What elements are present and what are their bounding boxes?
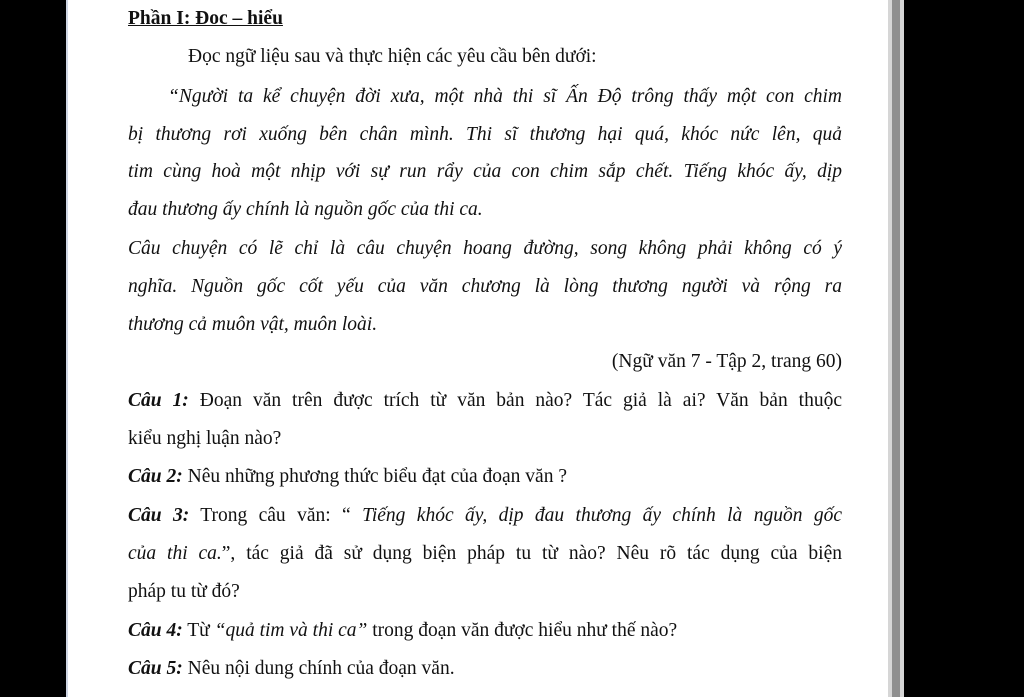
question-2 — [128, 466, 842, 488]
question-1-label: Câu 1: — [128, 390, 189, 411]
passage-line-5: Câu chuyện có lẽ chỉ là câu chuyện hoang đường, song không phải không có ý — [128, 238, 842, 259]
section-heading: Phần I: Đoc – hiểu — [128, 8, 283, 29]
question-3-pre: Trong câu văn: “ — [189, 505, 363, 526]
question-5-text: Nêu nội dung chính của đoạn văn. — [182, 658, 455, 679]
question-2-text: Nêu những phương thức biểu đạt của đoạn văn ? — [182, 466, 567, 487]
question-3-label: Câu 3: — [128, 505, 190, 526]
question-3-quote-part-2: của thi ca. — [128, 543, 222, 564]
question-4 — [128, 620, 842, 642]
question-3-text: ”, tác giả đã sử dụng biện pháp tu từ nào? Nêu rõ tác dụng của biện — [221, 543, 842, 564]
scrollbar-thumb[interactable] — [892, 0, 900, 697]
passage-line-2: bị thương rơi xuống bên chân mình. Thi sĩ thương hại quá, khóc nức lên, quả — [128, 124, 842, 145]
question-5 — [128, 658, 842, 680]
question-4-label: Câu 4: — [128, 620, 183, 641]
passage-line-3: tim cùng hoà một nhịp với sự run rẩy của con chim sắp chết. Tiếng khóc ấy, dịp — [128, 161, 842, 182]
question-3-line-2 — [128, 543, 842, 565]
passage-line-1: “Người ta kể chuyện đời xưa, một nhà thi sĩ Ấn Độ trông thấy một con chim — [168, 86, 842, 107]
question-1-text: Đoạn văn trên được trích từ văn bản nào? Tác giả là ai? Văn bản thuộc — [188, 390, 842, 411]
passage-line-7: thương cả muôn vật, muôn loài. — [128, 314, 378, 335]
source-citation: (Ngữ văn 7 - Tập 2, trang 60) — [611, 351, 842, 372]
question-5-label: Câu 5: — [128, 658, 183, 679]
question-2-label: Câu 2: — [128, 466, 183, 487]
passage-line-6: nghĩa. Nguồn gốc cốt yếu của văn chương là lòng thương người và rộng ra — [128, 276, 842, 297]
question-4-text: trong đoạn văn được hiểu như thế nào? — [367, 620, 678, 641]
instruction-line: Đọc ngữ liệu sau và thực hiện các yêu cầu bên dưới: — [188, 46, 597, 67]
passage-line-4: đau thương ấy chính là nguồn gốc của thi ca. — [128, 199, 483, 220]
question-1-line-2: kiểu nghị luận nào? — [128, 428, 282, 449]
question-3-line-3: pháp tu từ đó? — [128, 581, 240, 602]
question-1-line-1 — [128, 390, 842, 412]
question-3-line-1 — [128, 505, 842, 527]
question-4-quote: “quả tim và thi ca” — [214, 620, 368, 641]
question-4-pre: Từ — [182, 620, 215, 641]
question-3-quote-part-1: Tiếng khóc ấy, dịp đau thương ấy chính là nguồn gốc — [362, 505, 842, 526]
